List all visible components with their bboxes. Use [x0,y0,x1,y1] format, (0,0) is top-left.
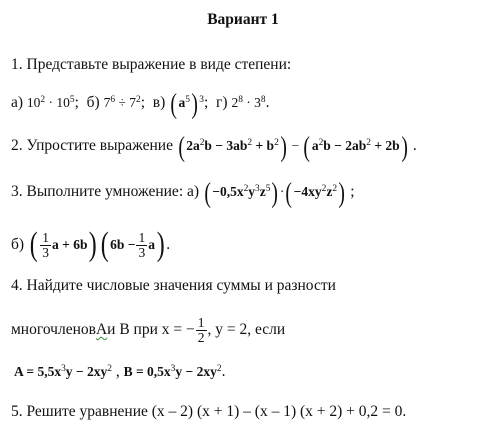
task-2-expr: $(2a^2b - 3ab^2 + b^2) - (a^2b - 2ab^2 + 2b)$ [178,132,408,163]
task-3-prompt: 3. Выполните умножение: а) [11,183,200,200]
task-1-items: а) $10^2 \cdot 10^5$; б) $7^6 \div 7^2$; в) $(a^5)^3$; г) $2^8 \cdot 3^8$. [11,89,270,120]
task-1a-label: а) [11,94,24,111]
task-1d-expr: $2^8 \cdot 3^8$ [231,94,266,110]
task-2-prompt: 2. Упростите выражение [11,137,173,154]
task-2: 2. Упростите выражение $(2a^2b - 3ab^2 + b^2) - (a^2b - 2ab^2 + 2b)$ . [11,132,417,163]
task-1c-label: в) [152,94,166,111]
task-1a-expr: $10^2 \cdot 10^5$ [26,94,75,110]
task-1c-expr: $(a^5)^3$ [170,89,204,120]
variant-title: Вариант 1 [207,11,279,28]
task-3a-expr: $(-0,5x^2y^3z^5)\cdot(-4xy^2z^2)$ [204,178,345,209]
task-3a: 3. Выполните умножение: а) $(-0,5x^2y^3z^5)\cdot(-4xy^2z^2)$ ; [11,178,355,209]
task-3b-expr: ( $\frac{1}{3}$ a + 6b ) ( 6b − $\frac{1}{3}$ a ) [29,226,165,263]
task-3b: б) ( $\frac{1}{3}$ a + 6b ) ( 6b − $\frac{1}{3}$ a ) . [11,226,171,263]
task-4-definitions: $A = 5,5x^3y - 2xy^2$ , $B = 0,5x^3y - 2xy^2$. [14,363,226,380]
task-1b-label: б) [86,94,100,111]
task-3b-label: б) [11,236,25,253]
fraction: $\frac{1}{3}$ [138,229,146,260]
task-4-line-1: 4. Найдите числовые значения суммы и разности [11,277,336,294]
fraction: $\frac{1}{3}$ [42,229,50,260]
task-1b-expr: $7^6 \div 7^2$ [103,94,141,110]
polynomial-a: $A = 5,5x^3y - 2xy^2$ [14,363,112,379]
fraction: $\frac{1}{2}$ [197,314,205,345]
task-1-prompt: 1. Представьте выражение в виде степени: [11,56,292,73]
task-5: 5. Решите уравнение (x – 2) (x + 1) – (x – 1) (x + 2) + 0,2 = 0. [11,403,407,420]
polynomial-b: $B = 0,5x^3y - 2xy^2$ [123,363,222,379]
task-1d-label: г) [216,94,228,111]
task-4-line-2: многочленов А и В при x = − $\frac{1}{2}$ , y = 2, если [11,314,286,345]
